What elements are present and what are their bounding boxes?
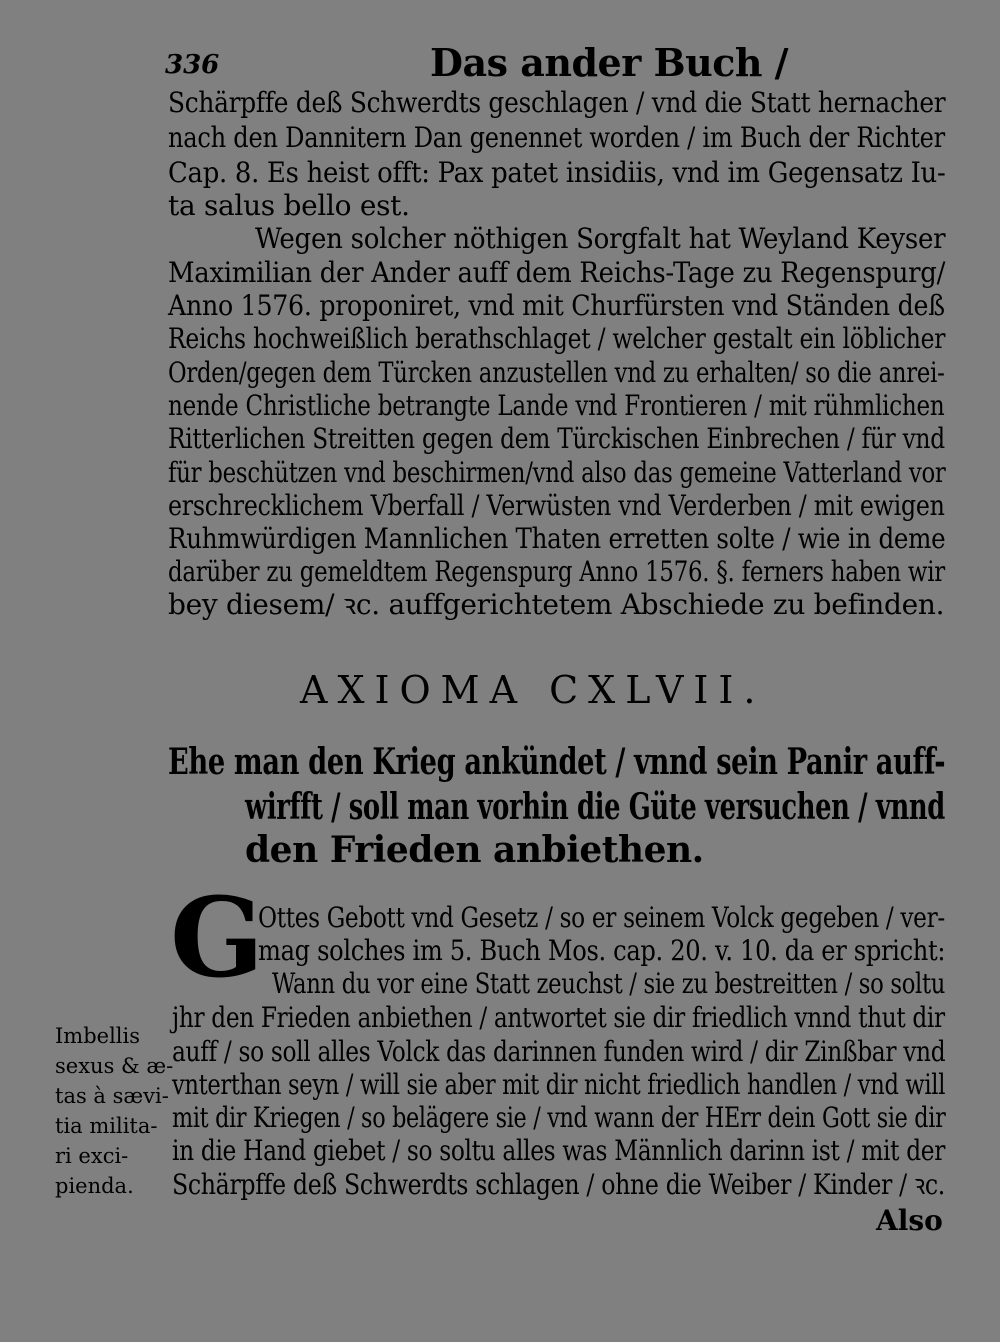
text-line: für beschützen vnd beschirmen/vnd also das gemeine Vatterland vor: [168, 456, 946, 489]
text-line: mit dir Kriegen / so belägere sie / vnd wann der HErr dein Gott sie dir: [172, 1101, 946, 1134]
heading-line: den Frieden anbiethen.: [245, 829, 704, 871]
text-line: jhr den Frieden anbiethen / antwortet sie dir friedlich vnnd thut dir: [172, 1001, 945, 1034]
text-line: Orden/gegen dem Türcken anzustellen vnd zu erhalten/ so die anrei-: [168, 356, 945, 389]
text-line: darüber zu gemeldtem Regenspurg Anno 1576. §. ferners haben wir: [168, 555, 945, 588]
text-line: auff / so soll alles Volck das darinnen funden wird / dir Zinßbar vnd: [172, 1035, 946, 1068]
text-line: Schärpffe deß Schwerdts geschlagen / vnd die Statt hernacher: [168, 86, 946, 119]
text-line: mag solches im 5. Buch Mos. cap. 20. v. 10. da er spricht:: [258, 934, 946, 967]
margin-note-line: sexus & æ-: [55, 1054, 174, 1078]
margin-note-line: Imbellis: [55, 1024, 141, 1048]
margin-note-line: tas à sævi-: [55, 1084, 169, 1108]
text-line: nach den Dannitern Dan genennet worden / im Buch der Richter: [168, 121, 945, 154]
drop-capital: G: [170, 873, 264, 1002]
text-line: Ottes Gebott vnd Gesetz / so er seinem Volck gegeben / ver-: [258, 901, 945, 934]
heading-line: wirfft / soll man vorhin die Güte versuchen / vnnd: [245, 786, 945, 828]
text-line: Ruhmwürdigen Mannlichen Thaten erretten solte / wie in deme: [168, 522, 946, 555]
text-line: Reichs hochweißlich berathschlaget / welcher gestalt ein löblicher: [168, 322, 946, 355]
text-line: Maximilian der Ander auff dem Reichs-Tage zu Regenspurg/: [168, 256, 946, 289]
text-line: erschrecklichem Vberfall / Verwüsten vnd Verderben / mit ewigen: [168, 489, 945, 522]
axiom-title: AXIOMA CXLVII.: [300, 668, 766, 712]
page-number: 336: [165, 50, 220, 80]
text-line: Wann du vor eine Statt zeuchst / sie zu bestreitten / so soltu: [272, 967, 946, 1000]
text-line: vnterthan seyn / will sie aber mit dir nicht friedlich handlen / vnd will: [172, 1068, 946, 1101]
text-line: nende Christliche betrangte Lande vnd Frontieren / mit rühmlichen: [168, 389, 945, 422]
margin-note-line: pienda.: [55, 1174, 134, 1198]
text-line: bey diesem/ ꝛc. auffgerichtetem Abschiede zu befinden.: [168, 588, 945, 621]
text-line: Schärpffe deß Schwerdts schlagen / ohne die Weiber / Kinder / ꝛc.: [172, 1168, 945, 1201]
catchword: Also: [876, 1204, 943, 1237]
running-head: Das ander Buch /: [430, 40, 789, 85]
text-line: Ritterlichen Streitten gegen dem Türckischen Einbrechen / für vnd: [168, 422, 945, 455]
text-line: ta salus bello est.: [168, 189, 410, 222]
heading-line: Ehe man den Krieg ankündet / vnnd sein Panir auff-: [168, 741, 946, 783]
text-line: Cap. 8. Es heist offt: Pax patet insidiis, vnd im Gegensatz Iu-: [168, 156, 946, 189]
page-header: [165, 40, 945, 90]
margin-note-line: ri exci-: [55, 1144, 129, 1168]
text-line: in die Hand giebet / so soltu alles was Männlich darinn ist / mit der: [172, 1134, 946, 1167]
text-line: Anno 1576. proponiret, vnd mit Churfürsten vnd Ständen deß: [168, 289, 945, 322]
margin-note-line: tia milita-: [55, 1114, 158, 1138]
text-line: Wegen solcher nöthigen Sorgfalt hat Weyland Keyser: [255, 222, 946, 255]
